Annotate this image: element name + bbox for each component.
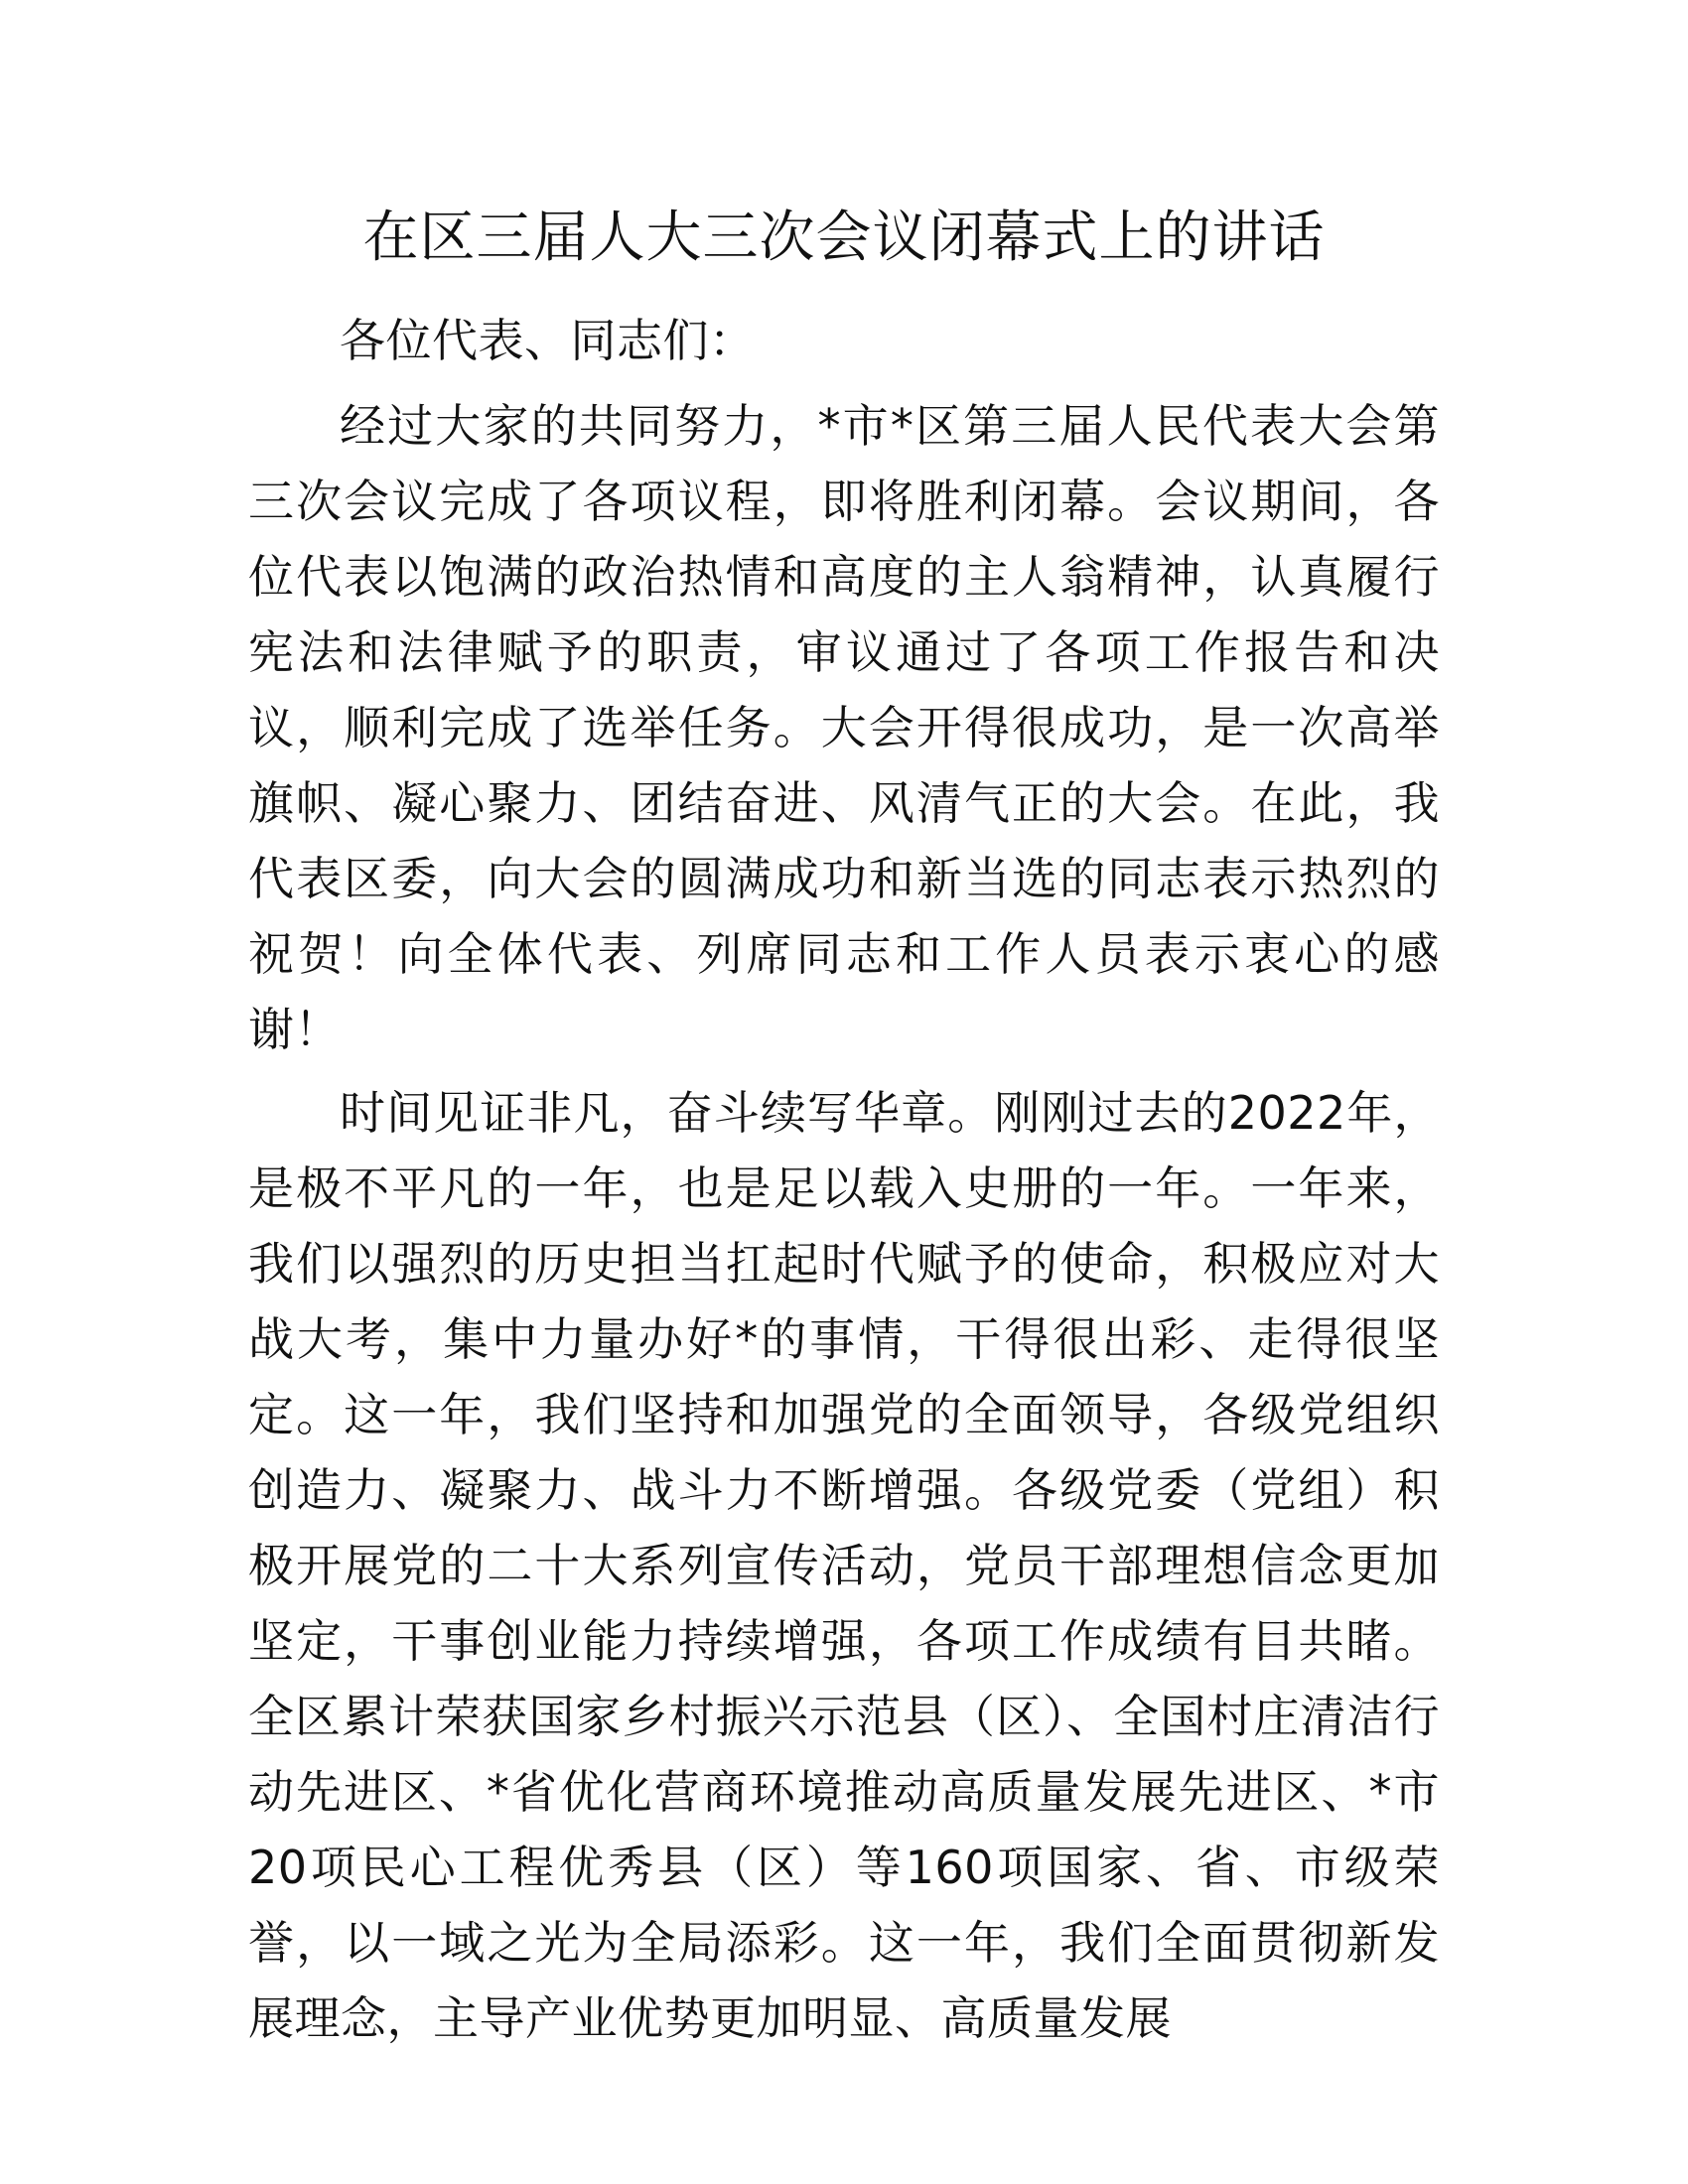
salutation: 各位代表、同志们： [340, 314, 756, 367]
document-title: 在区三届人大三次会议闭幕式上的讲话 [362, 205, 1326, 270]
paragraph-1: 经过大家的共同努力，*市*区第三届人民代表大会第三次会议完成了各项议程，即将胜利闭幕。会议期间，各位代表以饱满的政治热情和高度的主人翁精神，认真履行宪法和法律赋予的职责，审议通过了各项工作报告和决议，顺利完成了选举任务。大会开得很成功，是一次高举旗帜、凝心聚力、团结奋进、风清气正的大会。在此，我代表区委，向大会的圆满成功和新当选的同志表示热烈的祝贺！向全体代表、列席同志和工作人员表示衷心的感谢！ [248, 399, 1440, 1056]
document-body [248, 303, 1440, 2064]
paragraph-2: 时间见证非凡，奋斗续写华章。刚刚过去的2022年，是极不平凡的一年，也是足以载入史册的一年。一年来，我们以强烈的历史担当扛起时代赋予的使命，积极应对大战大考，集中力量办好*的事情，干得很出彩、走得很坚定。这一年，我们坚持和加强党的全面领导，各级党组织创造力、凝聚力、战斗力不断增强。各级党委（党组）积极开展党的二十大系列宣传活动，党员干部理想信念更加坚定，干事创业能力持续增强，各项工作成绩有目共睹。全区累计荣获国家乡村振兴示范县（区）、全国村庄清洁行动先进区、*省优化营商环境推动高质量发展先进区、*市20项民心工程优秀县（区）等160项国家、省、市级荣誉，以一域之光为全局添彩。这一年，我们全面贯彻新发展理念，主导产业优势更加明显、高质量发展 [248, 1086, 1440, 2045]
